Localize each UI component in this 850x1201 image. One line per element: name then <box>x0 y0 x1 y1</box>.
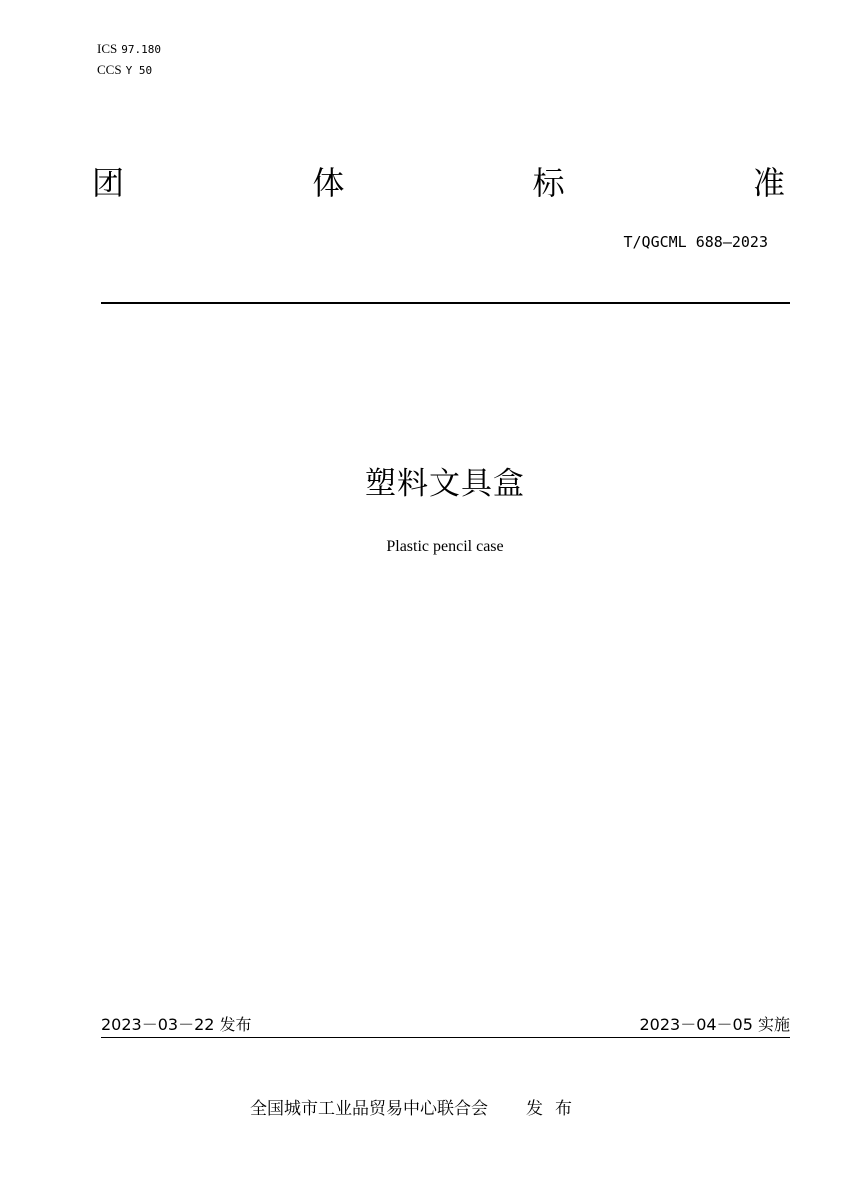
document-title-en: Plastic pencil case <box>386 538 504 555</box>
ics-classification <box>97 42 161 57</box>
standard-type-heading <box>92 163 785 203</box>
ccs-label: CCS <box>97 62 122 77</box>
ccs-classification <box>97 63 152 78</box>
standard-number: T/QGCML 688—2023 <box>623 233 768 251</box>
header-divider <box>101 302 790 304</box>
implementation-date: 2023－04－05 实施 <box>639 1015 790 1034</box>
document-title-cn: 塑料文具盒 <box>365 466 525 502</box>
standard-type-char: 标 <box>532 164 565 202</box>
standard-type-char: 体 <box>312 164 345 202</box>
standard-type-char: 准 <box>752 164 785 202</box>
publisher-name: 全国城市工业品贸易中心联合会 <box>250 1099 488 1119</box>
ccs-value: Y 50 <box>125 64 153 77</box>
ics-value: 97.180 <box>121 43 161 56</box>
standard-type-char: 团 <box>92 164 125 202</box>
footer-divider <box>101 1037 790 1038</box>
ics-label: ICS <box>97 41 118 56</box>
release-date: 2023－03－22 发布 <box>101 1015 252 1034</box>
publisher-line <box>250 1098 584 1120</box>
publish-action: 发布 <box>526 1099 584 1119</box>
